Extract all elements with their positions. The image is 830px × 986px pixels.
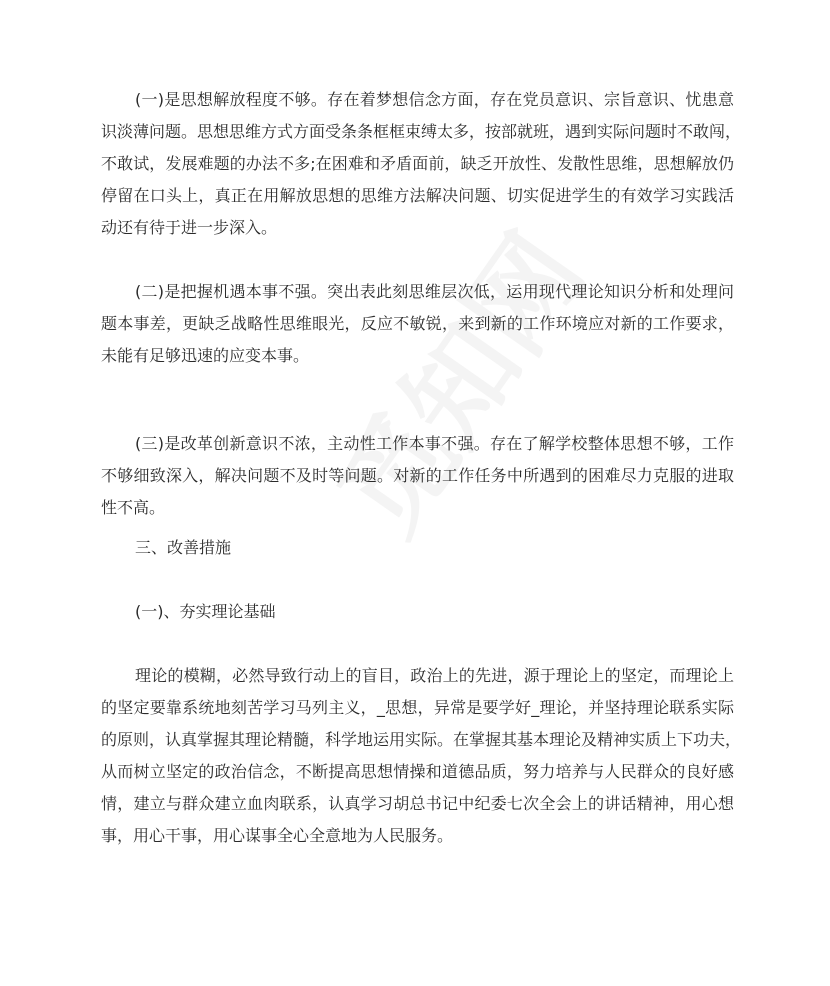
- text-line: 动还有待于进一步深入。: [101, 218, 278, 237]
- text-line: 的原则，认真掌握其理论精髓，科学地运用实际。在掌握其基本理论及精神实质上下功夫，: [101, 730, 742, 749]
- text-line: 从而树立坚定的政治信念，不断提高思想情操和道德品质，努力培养与人民群众的良好感: [101, 762, 734, 781]
- text-line: (三)是改革创新意识不浓，主动性工作本事不强。存在了解学校整体思想不够，工作: [135, 434, 734, 453]
- text-line: 不敢试，发展难题的办法不多;在困难和矛盾面前，缺乏开放性、发散性思维，思想解放仍: [101, 154, 734, 173]
- text-line: 的坚定要靠系统地刻苦学习马列主义，_思想，异常是要学好_理论，并坚持理论联系实际: [101, 698, 734, 717]
- section-heading-improvement-measures: [101, 532, 734, 564]
- text-line: 停留在口头上，真正在用解放思想的思维方法解决问题、切实促进学生的有效学习实践活: [101, 186, 734, 205]
- text-line: (二)是把握机遇本事不强。突出表此刻思维层次低，运用现代理论知识分析和处理问: [135, 282, 734, 301]
- paragraph-innovation-awareness: [101, 428, 734, 524]
- text-line: (一)、夯实理论基础: [135, 602, 276, 621]
- text-line: 情，建立与群众建立血肉联系，认真学习胡总书记中纪委七次全会上的讲话精神，用心想: [101, 794, 734, 813]
- text-line: 理论的模糊，必然导致行动上的盲目，政治上的先进，源于理论上的坚定，而理论上: [135, 666, 734, 685]
- paragraph-ideological-liberation: [101, 84, 742, 244]
- text-line: 三、改善措施: [135, 538, 232, 557]
- text-line: 识淡薄问题。思想思维方式方面受条条框框束缚太多，按部就班，遇到实际问题时不敢闯，: [101, 122, 742, 141]
- text-line: 未能有足够迅速的应变本事。: [101, 346, 310, 365]
- text-line: 不够细致深入，解决问题不及时等问题。对新的工作任务中所遇到的困难尽力克服的进取: [101, 466, 734, 485]
- paragraph-theory-foundation: [101, 660, 742, 852]
- text-line: 事，用心干事，用心谋事全心全意地为人民服务。: [101, 826, 454, 845]
- paragraph-seizing-opportunities: [101, 276, 734, 372]
- text-line: 性不高。: [101, 498, 166, 517]
- text-line: 题本事差，更缺乏战略性思维眼光，反应不敏锐，来到新的工作环境应对新的工作要求，: [101, 314, 734, 333]
- text-line: (一)是思想解放程度不够。存在着梦想信念方面，存在党员意识、宗旨意识、忧患意: [135, 90, 734, 109]
- subsection-heading-theory-foundation: [101, 596, 734, 628]
